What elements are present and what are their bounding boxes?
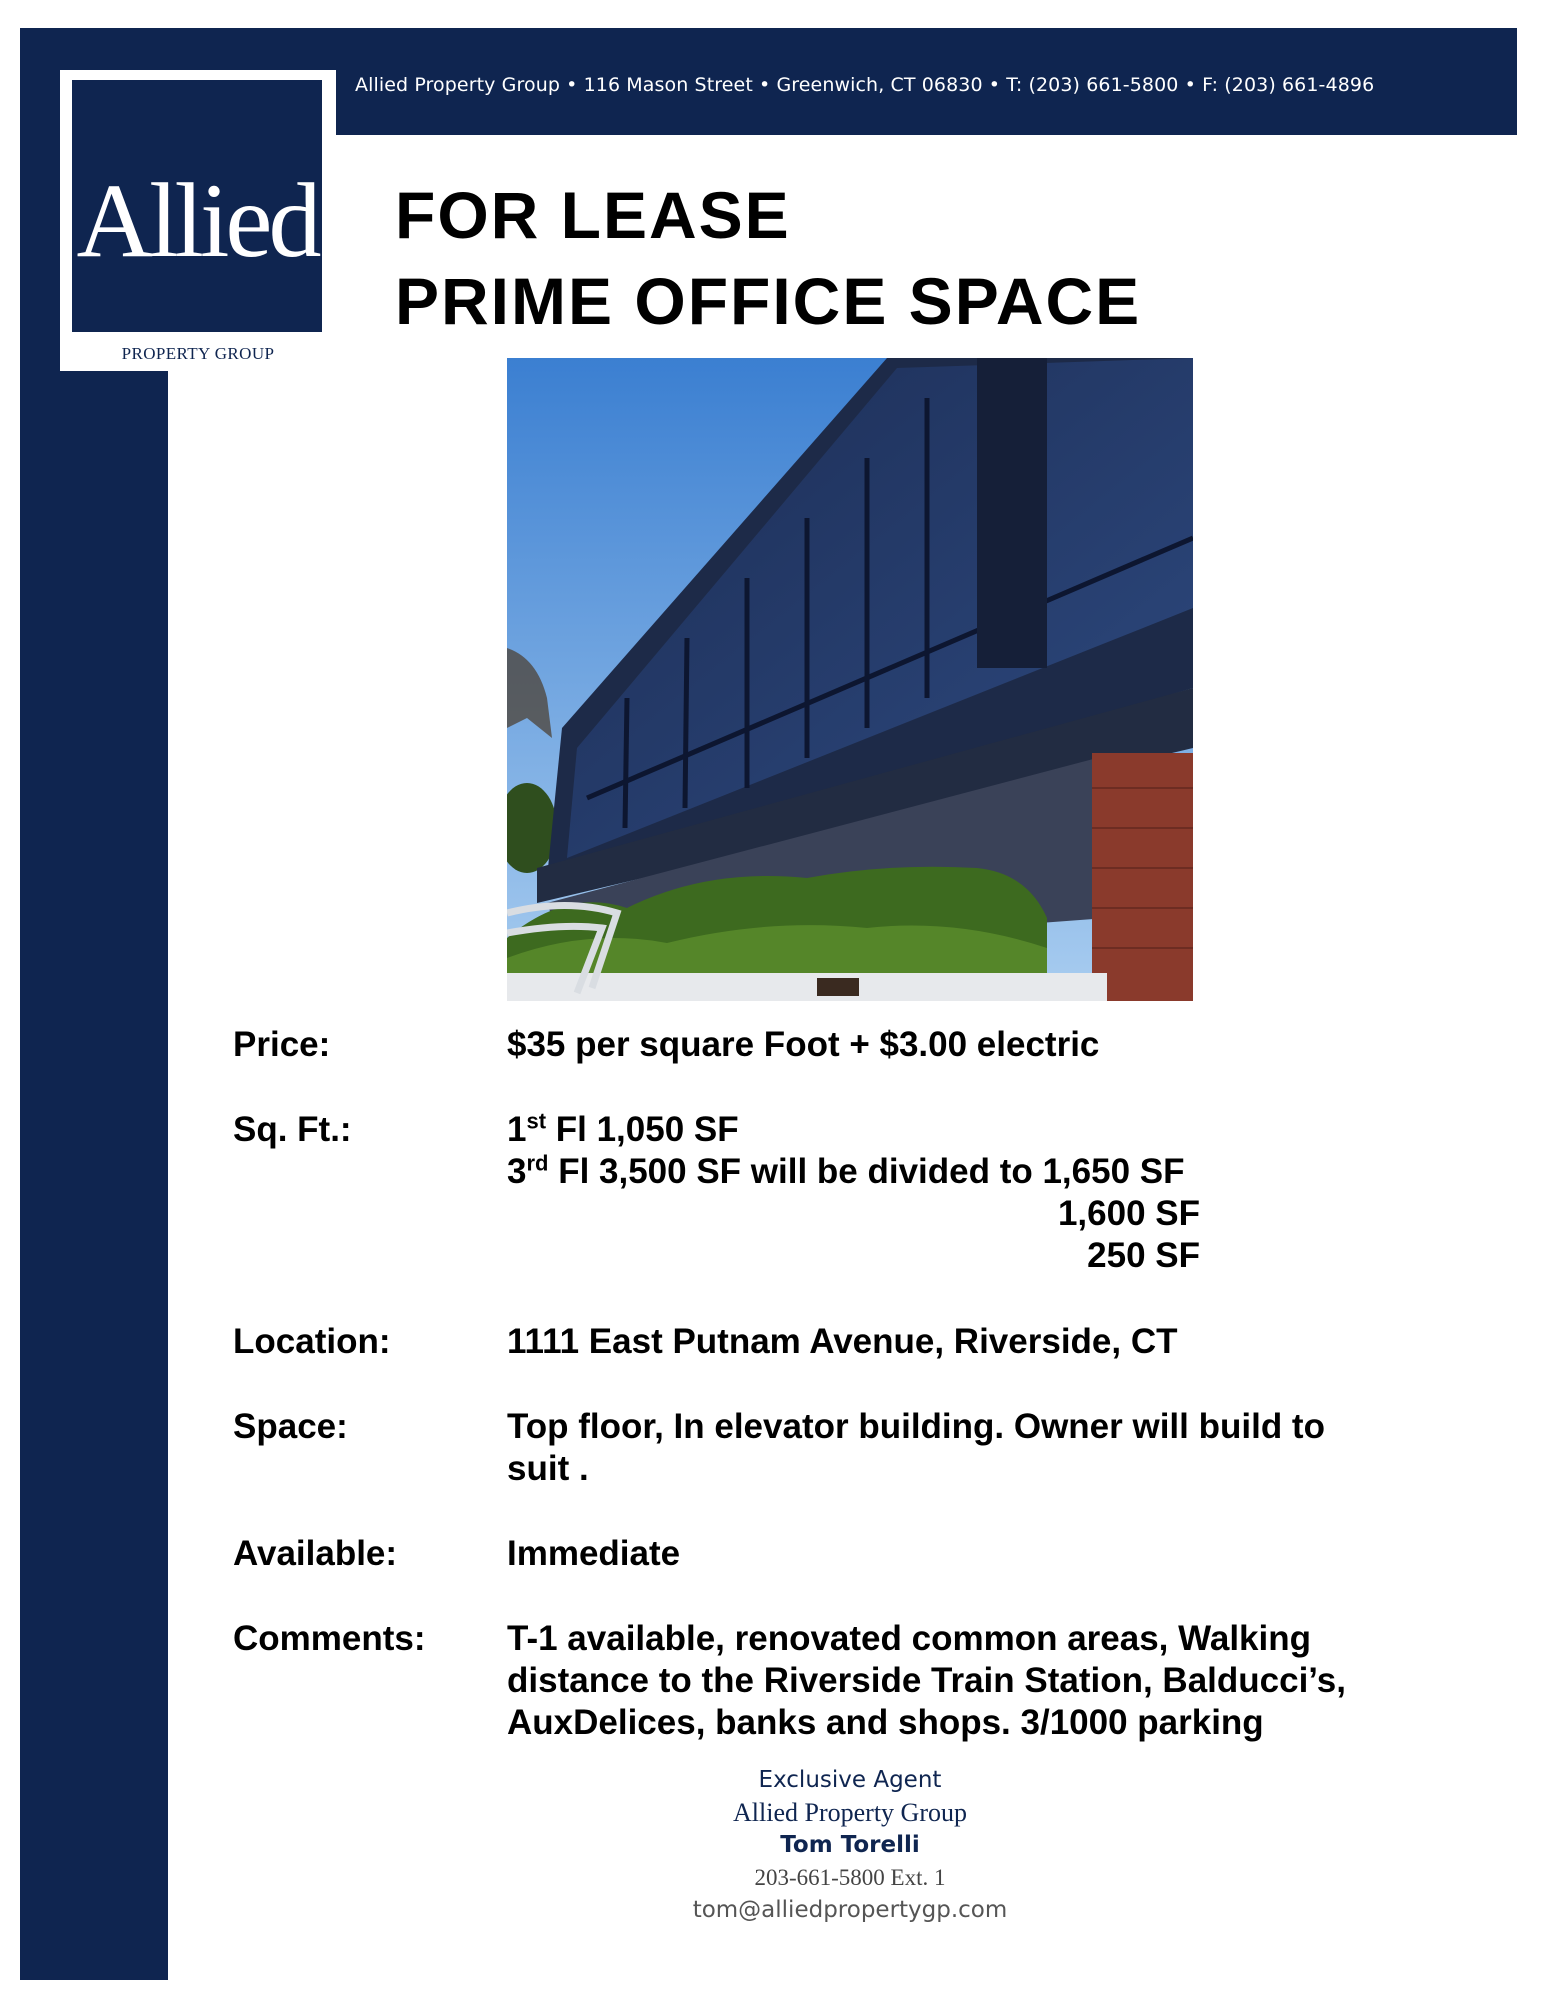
- comments-line-2: distance to the Riverside Train Station, Balducci’s,: [507, 1661, 1346, 1700]
- price-value: $35 per square Foot + $3.00 electric: [507, 1025, 1100, 1064]
- agent-role: Exclusive Agent: [758, 1767, 942, 1793]
- sqft-division-2: 1,600 SF: [1057, 1194, 1200, 1233]
- agent-email-link[interactable]: tom@alliedpropertygp.com: [692, 1897, 1008, 1923]
- price-label: Price:: [233, 1025, 331, 1064]
- location-label: Location:: [233, 1322, 391, 1361]
- agent-name: Tom Torelli: [780, 1832, 920, 1858]
- building-photo: [507, 358, 1193, 1001]
- sqft-division-3: 250 SF: [1087, 1236, 1200, 1275]
- logo-wordmark: Allied: [76, 162, 318, 279]
- space-value-line-2: suit .: [507, 1449, 589, 1488]
- header-contact-line: Allied Property Group • 116 Mason Street • Greenwich, CT 06830 • T: (203) 661-5800 • F: (203) 661-4896: [355, 74, 1375, 96]
- agent-company: Allied Property Group: [733, 1798, 967, 1827]
- title-line-1: FOR LEASE: [395, 178, 791, 252]
- company-logo: [72, 80, 322, 332]
- logo-subtitle: PROPERTY GROUP: [121, 344, 275, 363]
- space-value-line-1: Top floor, In elevator building. Owner will build to: [507, 1407, 1325, 1446]
- page-title: [395, 172, 1141, 344]
- sqft-line-1: 1st Fl 1,050 SF: [507, 1108, 739, 1149]
- comments-line-3: AuxDelices, banks and shops. 3/1000 parking: [507, 1703, 1264, 1742]
- sqft-label: Sq. Ft.:: [233, 1110, 352, 1149]
- title-line-2: PRIME OFFICE SPACE: [395, 264, 1142, 338]
- available-value: Immediate: [507, 1534, 681, 1573]
- agent-contact-block: [620, 1764, 1080, 1926]
- space-label: Space:: [233, 1407, 348, 1446]
- available-label: Available:: [233, 1534, 398, 1573]
- agent-phone[interactable]: 203-661-5800 Ext. 1: [754, 1865, 946, 1890]
- location-value: 1111 East Putnam Avenue, Riverside, CT: [507, 1322, 1178, 1361]
- comments-label: Comments:: [233, 1619, 426, 1658]
- comments-line-1: T-1 available, renovated common areas, Walking: [507, 1619, 1311, 1658]
- sqft-line-2: 3rd Fl 3,500 SF will be divided to 1,650 SF: [507, 1150, 1185, 1191]
